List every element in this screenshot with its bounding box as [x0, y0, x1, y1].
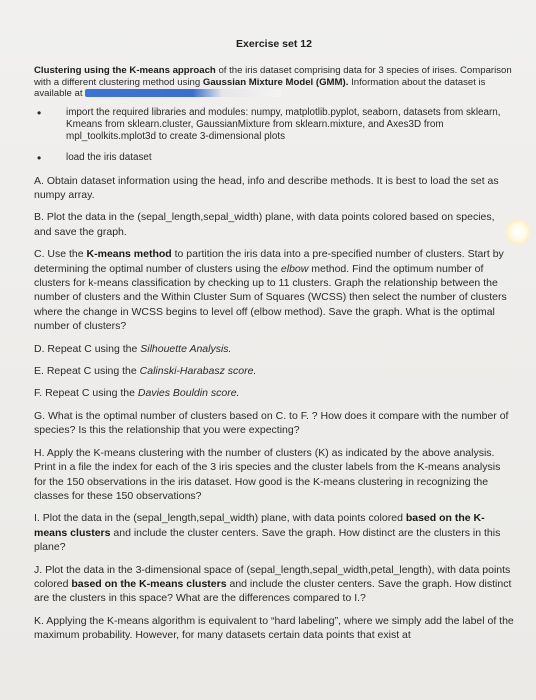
item-d-method: Silhouette Analysis. — [140, 342, 232, 355]
item-c-bold: K-means method — [86, 248, 172, 261]
bullet-text: import the required libraries and modules: numpy, matplotlib.pyplot, seaborn, datasets from sklearn, Kmeans from sklearn.cluster, GaussianMixture from sklearn.mixture, and Axes3D from mpl_toolkits.mplot3d to create 3-dimensional plots — [66, 106, 501, 143]
item-j-pre: J. Plot the data in the 3-dimensional space of (sepal_length,sepal_width,petal_length), with data points colored — [34, 563, 511, 590]
item-e — [34, 364, 514, 378]
item-e-pre: E. Repeat C using the — [34, 365, 140, 378]
item-c-mid: to partition the iris data into a pre-specified number of clusters. Start by determining the optimal number of clusters using the — [34, 248, 504, 275]
bullet-item — [34, 107, 514, 144]
bullet-list — [34, 107, 514, 165]
redacted-link[interactable] — [85, 89, 281, 97]
bullet-text: load the iris dataset — [66, 152, 152, 164]
intro-lead: Clustering using the K-means approach — [34, 65, 216, 76]
item-j-post: and include the cluster centers. Save the graph. How distinct are the clusters in this space? What are the differences compared to I.? — [34, 577, 512, 605]
item-c — [34, 247, 514, 333]
item-c-elbow: elbow — [280, 262, 309, 275]
item-i-bold: based on the K-means clusters — [34, 512, 485, 539]
item-k: K. Applying the K-means algorithm is equivalent to “hard labeling”, where we simply add the label of the maximum probability. However, for many datasets certain data points that exist at — [34, 614, 514, 642]
item-f-pre: F. Repeat C using the — [34, 387, 138, 400]
item-d-pre: D. Repeat C using the — [34, 342, 141, 355]
item-i-pre: I. Plot the data in the (sepal_length,sepal_width) plane, with data points colored — [34, 512, 406, 525]
item-c-post: method. Find the optimum number of clusters for k-means classification by checking up to 11 clusters. Graph the relationship between the number of clusters and the Within Cluster Sum of Squares (WCSS) then select the number of clusters where the change in WCSS begins to level off (elbow method). Save the graph. What is the optimal number of clusters? — [34, 262, 507, 333]
item-j — [34, 563, 514, 606]
item-c-pre: C. Use the — [34, 248, 87, 261]
item-g: G. What is the optimal number of clusters based on C. to F. ? How does it compare with the number of species? Is this the relationship that you were expecting? — [34, 409, 509, 437]
item-h: H. Apply the K-means clustering with the number of clusters (K) as indicated by the above analysis. Print in a file the index for each of the 3 iris species and the cluster labels from the K-means analysis for the 150 observations in the iris dataset. How good is the K-means clustering in recognizing the classes for these 150 observations? — [34, 446, 501, 502]
page-title: Exercise set 12 — [236, 38, 312, 50]
bullet-dot-icon: • — [37, 105, 42, 120]
bullet-item — [34, 152, 514, 164]
intro-gmm: Gaussian Mixture Model (GMM). — [202, 76, 349, 88]
item-f-method: Davies Bouldin score. — [137, 387, 240, 400]
intro-info: Information about the dataset is available at — [34, 76, 486, 100]
item-d — [34, 342, 514, 356]
item-i — [34, 511, 514, 554]
item-j-bold: based on the K-means clusters — [71, 577, 227, 590]
intro-paragraph — [34, 65, 514, 100]
bullet-dot-icon: • — [37, 151, 42, 166]
item-a: A. Obtain dataset information using the head, info and describe methods. It is best to load the set as numpy array. — [34, 174, 499, 201]
light-glare — [505, 219, 531, 245]
item-e-method: Calinski-Harabasz score. — [139, 365, 257, 378]
item-b: B. Plot the data in the (sepal_length,sepal_width) plane, with data points colored based on species, and save the graph. — [34, 211, 495, 238]
item-i-post: and include the cluster centers. Save the graph. How distinct are the clusters in this plane? — [34, 526, 501, 554]
item-f — [34, 386, 514, 400]
intro-text: of the iris dataset comprising data for 3 species of irises. Comparison with a different clustering method using — [34, 65, 512, 88]
